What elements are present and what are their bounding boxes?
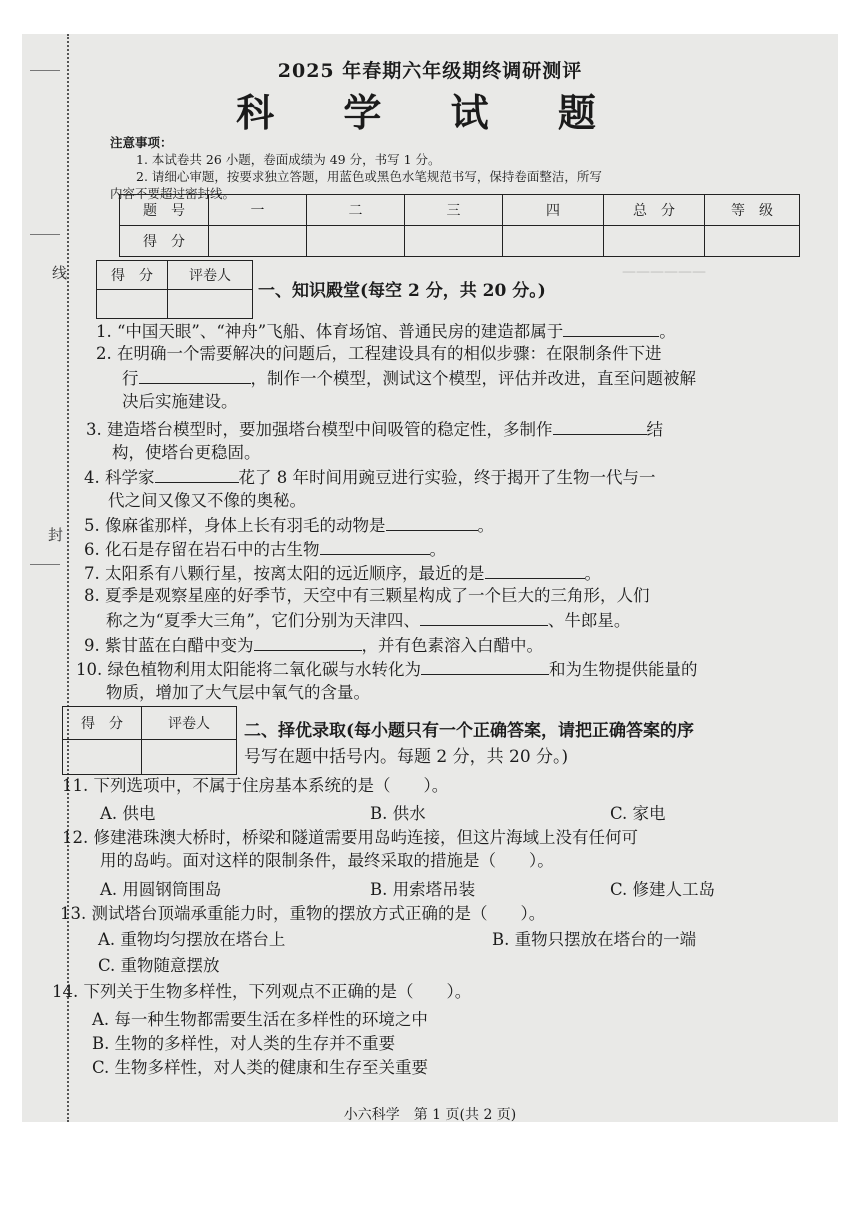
question-text: 下列关于生物多样性，下列观点不正确的是（ ）。	[83, 982, 472, 1001]
score-cell[interactable]	[209, 226, 307, 257]
option-a: A. 供电	[100, 804, 156, 823]
question-number: 4.	[84, 468, 100, 487]
answer-blank[interactable]	[254, 632, 362, 651]
subject-title: 科 学 试 题	[236, 90, 624, 135]
option-c: C. 重物随意摆放	[98, 956, 220, 975]
question-4	[84, 464, 656, 512]
question-number: 9.	[84, 636, 100, 655]
score-header-cell: 四	[503, 195, 604, 226]
question-13	[60, 902, 545, 925]
score-header-cell: 总 分	[604, 195, 705, 226]
exam-title: 2025 年春期六年级期终调研测评	[277, 60, 583, 82]
notes-heading: 注意事项：	[110, 135, 173, 150]
score-row-label: 得 分	[120, 226, 209, 257]
question-7	[84, 560, 601, 585]
grader-box	[96, 260, 253, 319]
score-cell[interactable]	[503, 226, 604, 257]
notes-item-continued: 内容不要超过密封线。	[110, 186, 236, 201]
margin-rule	[30, 234, 60, 235]
question-text: 用的岛屿。面对这样的限制条件，最终采取的措施是（ ）。	[100, 851, 554, 870]
question-text: 太阳系有八颗行星，按离太阳的远近顺序，最近的是	[105, 564, 485, 583]
notes-item: 2. 请细心审题，按要求独立答题，用蓝色或黑色水笔规范书写，保持卷面整洁，所写	[136, 169, 602, 184]
option-b: B. 供水	[370, 804, 426, 823]
question-number: 13.	[60, 904, 87, 923]
question-text: 物质，增加了大气层中氧气的含量。	[106, 683, 370, 702]
question-9	[84, 632, 543, 657]
answer-blank[interactable]	[139, 365, 251, 384]
answer-blank[interactable]	[553, 416, 647, 435]
question-3	[86, 416, 663, 464]
question-11	[62, 774, 448, 797]
notes-item: 1. 本试卷共 26 小题，卷面成绩为 49 分，书写 1 分。	[136, 152, 441, 167]
grader-score-cell[interactable]	[63, 740, 142, 775]
binding-margin	[22, 34, 90, 1122]
grader-box	[62, 706, 237, 775]
answer-blank[interactable]	[386, 512, 478, 531]
option-c: C. 生物多样性，对人类的健康和生存至关重要	[92, 1058, 429, 1077]
question-text: 决后实施建设。	[122, 392, 238, 411]
section2-title-line: 二、择优录取(每小题只有一个正确答案，请把正确答案的序	[244, 721, 695, 741]
score-header-cell: 等 级	[705, 195, 800, 226]
section1-title: 一、知识殿堂(每空 2 分，共 20 分。)	[258, 281, 546, 301]
option-a: A. 每一种生物都需要生活在多样性的环境之中	[92, 1010, 428, 1029]
score-cell[interactable]	[705, 226, 800, 257]
question-1	[96, 318, 676, 343]
question-text: 行	[122, 369, 139, 388]
option-a: A. 重物均匀摆放在塔台上	[98, 930, 286, 949]
question-14	[52, 980, 471, 1003]
score-cell[interactable]	[307, 226, 405, 257]
margin-mark-seal: 封	[48, 526, 64, 544]
exam-paper-photo	[22, 34, 838, 1122]
question-text: 花了 8 年时间用豌豆进行实验，终于揭开了生物一代与一	[238, 468, 656, 487]
question-5	[84, 512, 494, 537]
score-header-cell: 题 号	[120, 195, 209, 226]
section2-title-line: 号写在题中括号内。每题 2 分，共 20 分。)	[244, 747, 569, 767]
option-b: B. 重物只摆放在塔台的一端	[492, 930, 697, 949]
question-number: 8.	[84, 586, 100, 605]
answer-blank[interactable]	[563, 318, 659, 337]
question-text: 下列选项中，不属于住房基本系统的是（ ）。	[93, 776, 449, 795]
option-c: C. 修建人工岛	[610, 880, 716, 899]
question-10	[76, 656, 698, 704]
grader-score-cell[interactable]	[97, 290, 168, 319]
question-text: 、牛郎星。	[547, 611, 631, 630]
question-number: 1.	[96, 322, 112, 341]
question-text: 称之为“夏季大三角”，它们分别为天津四、	[106, 611, 420, 630]
question-text: 紫甘蓝在白醋中变为	[105, 636, 254, 655]
question-text: 建造塔台模型时，要加强塔台模型中间吸管的稳定性，多制作	[107, 420, 553, 439]
answer-blank[interactable]	[421, 656, 549, 675]
score-header-cell: 一	[209, 195, 307, 226]
option-a: A. 用圆钢筒围岛	[100, 880, 222, 899]
question-text: 绿色植物利用太阳能将二氧化碳与水转化为	[107, 660, 421, 679]
score-header-cell: 二	[307, 195, 405, 226]
question-6	[84, 536, 446, 561]
question-text: 科学家	[105, 468, 155, 487]
question-text: “中国天眼”、“神舟”飞船、体育场馆、普通民房的建造都属于	[117, 322, 564, 341]
notes-block	[110, 134, 822, 202]
question-text: 像麻雀那样，身体上长有羽毛的动物是	[105, 516, 386, 535]
question-text: 结	[646, 420, 663, 439]
score-cell[interactable]	[405, 226, 503, 257]
question-text: ，制作一个模型，测试这个模型，评估并改进，直至问题被解	[250, 369, 696, 388]
margin-mark-line: 线	[52, 264, 68, 282]
score-header-cell: 三	[405, 195, 503, 226]
question-number: 6.	[84, 540, 100, 559]
question-number: 14.	[52, 982, 79, 1001]
seal-dotted-line	[67, 34, 69, 1122]
margin-rule	[30, 564, 60, 565]
grader-name-cell[interactable]	[168, 290, 253, 319]
question-text: 夏季是观察星座的好季节，天空中有三颗星构成了一个巨大的三角形，人们	[105, 586, 650, 605]
question-text: 在明确一个需要解决的问题后，工程建设具有的相似步骤：在限制条件下进	[117, 344, 662, 363]
question-text: 测试塔台顶端承重能力时，重物的摆放方式正确的是（ ）。	[91, 904, 546, 923]
option-b: B. 生物的多样性，对人类的生存并不重要	[92, 1034, 396, 1053]
question-text: 。	[659, 322, 676, 341]
question-text: 化石是存留在岩石中的古生物	[105, 540, 320, 559]
question-number: 2.	[96, 344, 112, 363]
question-text: 。	[477, 516, 494, 535]
question-number: 7.	[84, 564, 100, 583]
grader-name-label: 评卷人	[168, 261, 253, 290]
question-text: 代之间又像又不像的奥秘。	[108, 491, 306, 510]
question-text: 和为生物提供能量的	[549, 660, 698, 679]
answer-blank[interactable]	[420, 607, 548, 626]
question-number: 10.	[76, 660, 103, 679]
question-number: 12.	[62, 828, 89, 847]
question-text: 。	[429, 540, 446, 559]
option-b: B. 用索塔吊装	[370, 880, 476, 899]
answer-blank[interactable]	[485, 560, 585, 579]
question-text: 构，使塔台更稳固。	[112, 443, 261, 462]
bleed-through-text: ——————	[622, 264, 706, 280]
section2-title	[244, 718, 694, 770]
score-table	[119, 194, 800, 257]
page-footer: 小六科学 第 1 页(共 2 页)	[343, 1107, 517, 1122]
answer-blank[interactable]	[155, 464, 239, 483]
option-c: C. 家电	[610, 804, 666, 823]
question-text: ，并有色素溶入白醋中。	[361, 636, 543, 655]
question-8	[84, 584, 650, 632]
question-text: 修建港珠澳大桥时，桥梁和隧道需要用岛屿连接，但这片海域上没有任何可	[93, 828, 638, 847]
score-cell[interactable]	[604, 226, 705, 257]
question-number: 5.	[84, 516, 100, 535]
grader-name-label: 评卷人	[142, 707, 237, 740]
question-number: 3.	[86, 420, 102, 439]
grader-score-label: 得 分	[97, 261, 168, 290]
answer-blank[interactable]	[320, 536, 430, 555]
question-2	[96, 342, 696, 413]
question-text: 。	[584, 564, 601, 583]
question-number: 11.	[62, 776, 89, 795]
grader-name-cell[interactable]	[142, 740, 237, 775]
grader-score-label: 得 分	[63, 707, 142, 740]
question-12	[62, 826, 638, 872]
